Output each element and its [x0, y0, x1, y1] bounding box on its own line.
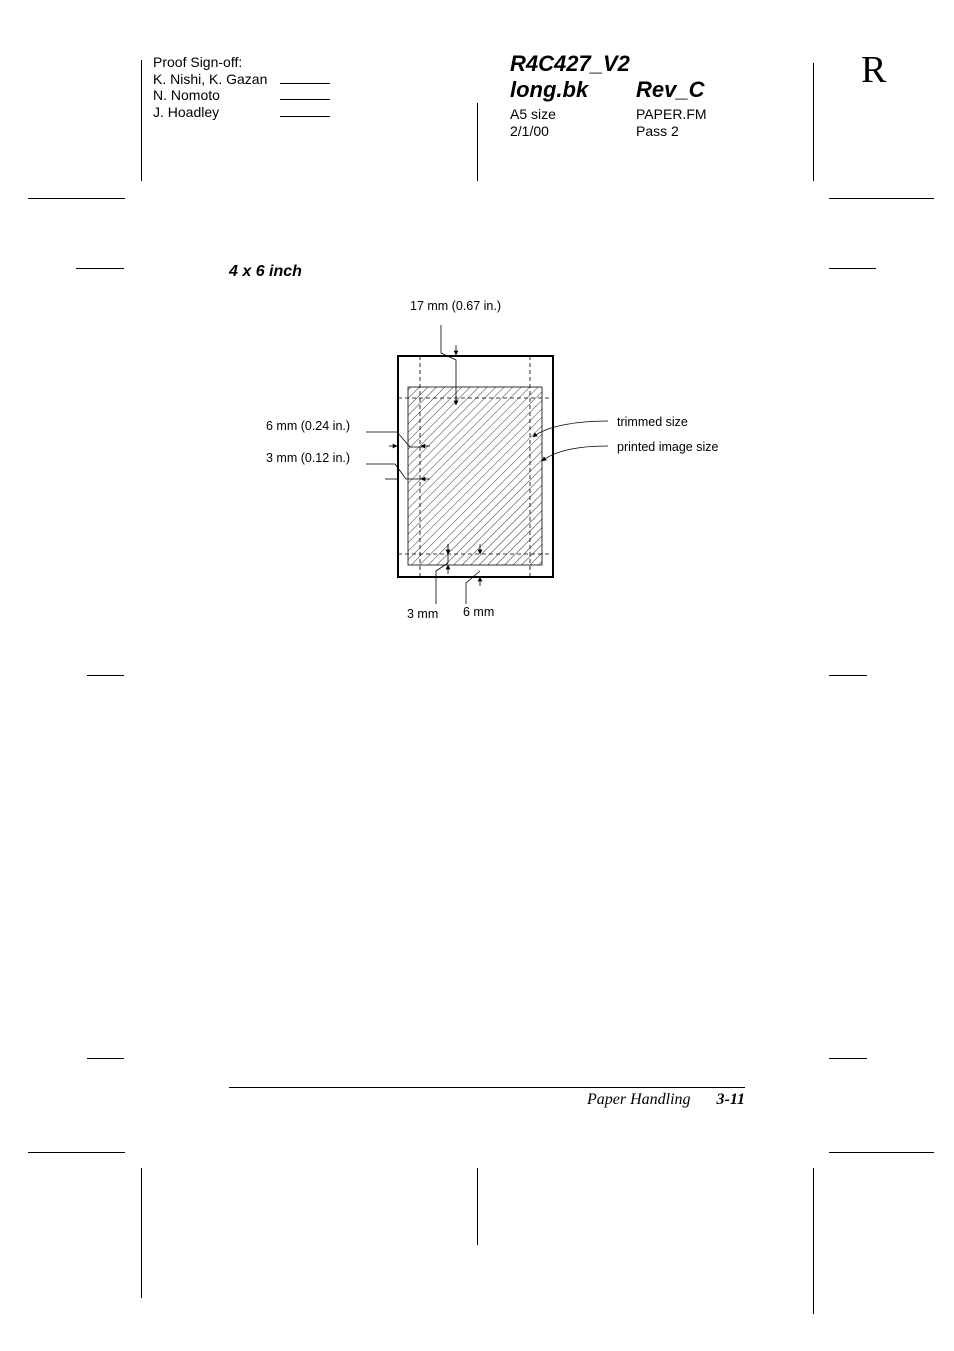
proof-title: Proof Sign-off:	[153, 54, 243, 70]
bottom-margin-label-3mm: 3 mm	[407, 607, 439, 621]
side-margin-label-6mm: 6 mm (0.24 in.)	[266, 419, 351, 433]
printed-image-size-label: printed image size	[617, 440, 719, 454]
section-title: 4 x 6 inch	[229, 263, 302, 280]
revision: Rev_C	[636, 77, 705, 102]
top-margin-label: 17 mm (0.67 in.)	[410, 299, 502, 313]
printed-area	[408, 387, 542, 565]
signer-name: J. Hoadley	[153, 103, 220, 120]
file-name: PAPER.FM	[636, 106, 707, 122]
leader-line	[466, 571, 480, 604]
side-margin-label-3mm: 3 mm (0.12 in.)	[266, 451, 351, 465]
book-name: long.bk	[510, 77, 589, 102]
leader-line	[542, 446, 608, 461]
page-number: 3-11	[716, 1091, 745, 1108]
paper-size: A5 size	[510, 106, 556, 122]
signer-name: K. Nishi, K. Gazan	[153, 70, 268, 87]
doc-code: R4C427_V2	[510, 51, 630, 76]
footer-rule	[229, 1087, 745, 1088]
footer	[587, 1091, 745, 1109]
footer-section: Paper Handling	[587, 1091, 691, 1108]
corner-mark: R	[861, 49, 887, 91]
signer-name: N. Nomoto	[153, 87, 220, 103]
trimmed-size-label: trimmed size	[617, 415, 688, 429]
pass: Pass 2	[636, 123, 679, 139]
leader-line	[533, 421, 608, 437]
bottom-margin-label-6mm: 6 mm	[463, 605, 495, 619]
date: 2/1/00	[510, 123, 549, 139]
